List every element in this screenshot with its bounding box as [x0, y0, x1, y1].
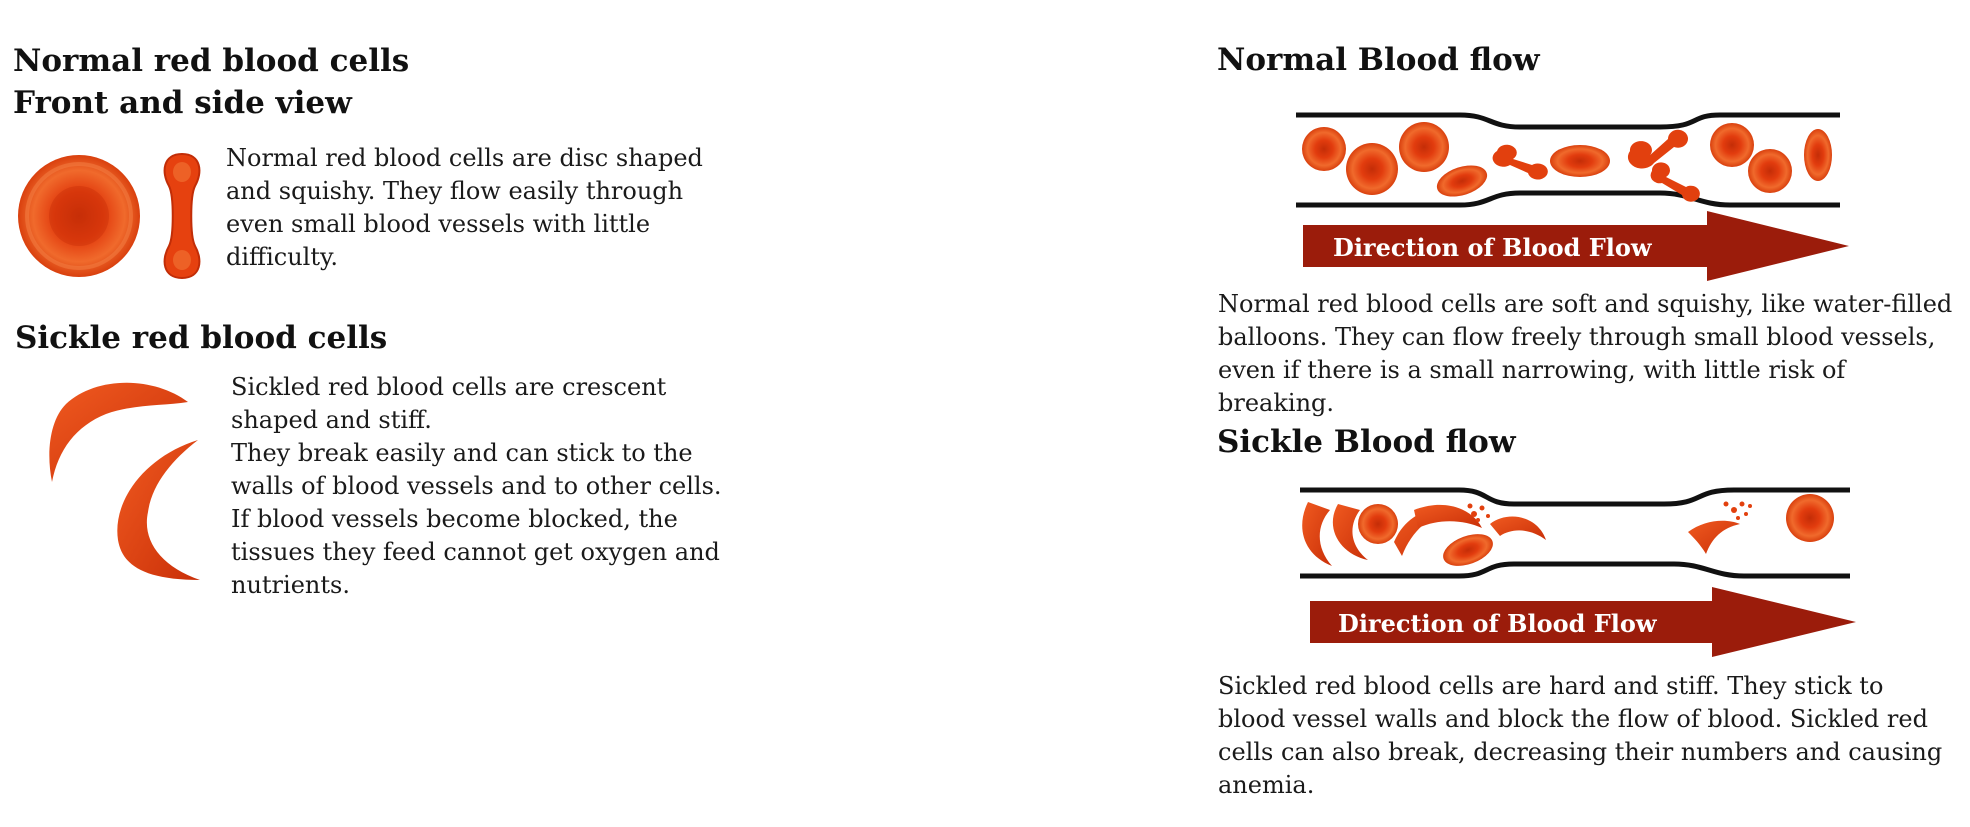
sickle-flow-title: Sickle Blood flow: [1217, 424, 1516, 460]
sickle-cells-illustration: [48, 380, 208, 585]
sickle-flow-vessel: [1294, 484, 1854, 584]
normal-flow-title: Normal Blood flow: [1217, 42, 1540, 78]
vessel-wall-bottom: [1300, 564, 1850, 576]
normal-cell-front-view: [16, 153, 142, 279]
sickle-cells-title: Sickle red blood cells: [15, 320, 388, 356]
normal-flow-arrow-label: Direction of Blood Flow: [1333, 233, 1652, 262]
normal-flow-vessel: [1290, 105, 1850, 215]
normal-cells-in-vessel: [1302, 122, 1832, 202]
vessel-wall-bottom: [1296, 193, 1840, 205]
normal-cells-subtitle: Front and side view: [13, 85, 352, 121]
normal-cell-side-view: [157, 152, 207, 280]
sickle-cells-description: [231, 371, 731, 602]
sickle-flow-arrow-label: Direction of Blood Flow: [1338, 609, 1657, 638]
normal-flow-description: Normal red blood cells are soft and squishy, like water-filled balloons. They can flow freely through small blood vessels, even if there is a small narrowing, with little risk of breaking.: [1218, 290, 1953, 417]
sickle-description-line1: Sickled red blood cells are crescent shaped and stiff.: [231, 373, 667, 434]
vessel-wall-top: [1296, 115, 1840, 127]
normal-cells-description: Normal red blood cells are disc shaped and squishy. They flow easily through even small blood vessels with little difficulty.: [226, 144, 703, 271]
sickle-flow-description: Sickled red blood cells are hard and stiff. They stick to blood vessel walls and block the flow of blood. Sickled red cells can also break, decreasing their numbers and causing anemia.: [1218, 672, 1943, 799]
normal-cells-title: Normal red blood cells: [13, 43, 410, 79]
vessel-wall-top: [1300, 490, 1850, 504]
sickle-flow-direction-arrow: [1310, 587, 1858, 657]
normal-cells-heading: [13, 40, 409, 124]
normal-flow-direction-arrow: [1303, 211, 1851, 281]
sickle-cell-large: [117, 440, 200, 580]
sickle-description-line2: They break easily and can stick to the walls of blood vessels and to other cells. If blood vessels become blocked, the tissues they feed cannot get oxygen and nutrients.: [231, 439, 722, 599]
